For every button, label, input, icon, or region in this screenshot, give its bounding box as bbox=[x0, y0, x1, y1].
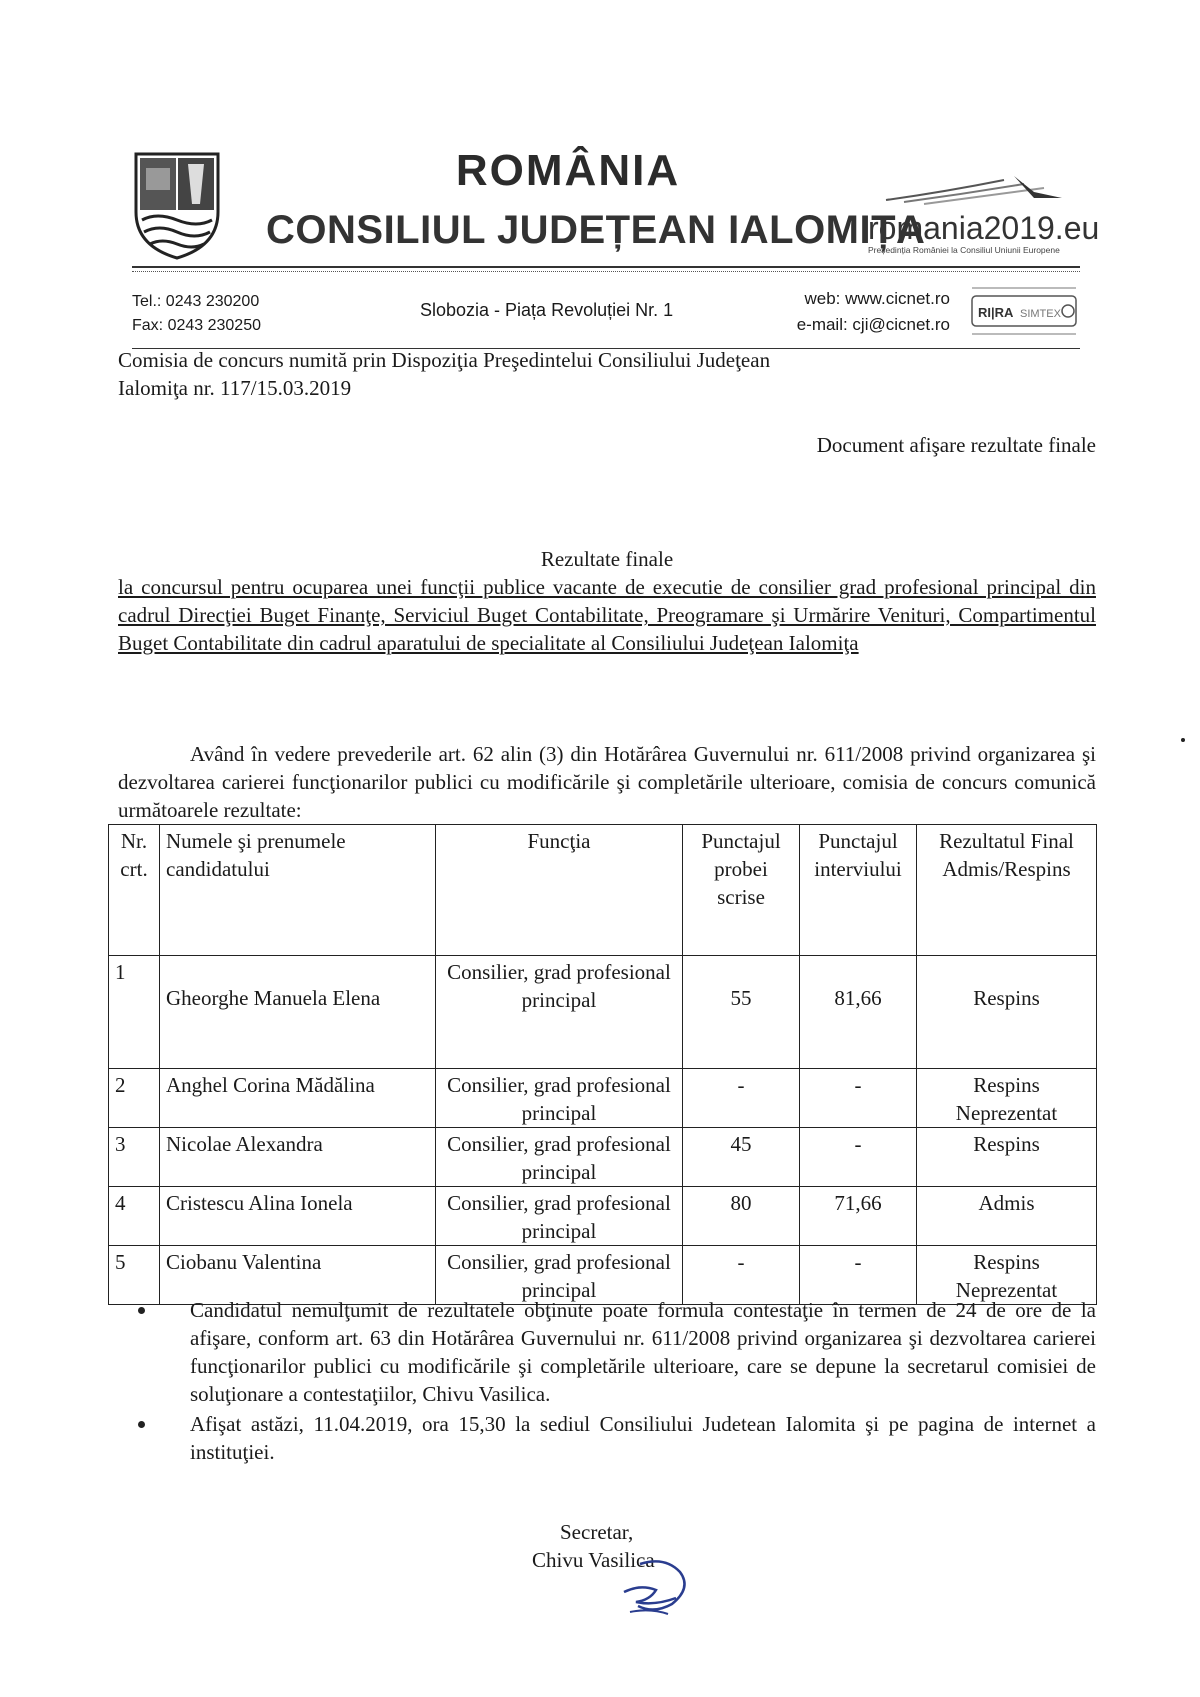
cell-interview-score: - bbox=[800, 1069, 917, 1128]
note-appeal: Candidatul nemulţumit de rezultatele obţinute poate formula contestaţie în termen de 24 de ore de la afişare, conform art. 63 din Hotărârea Guvernului nr. 611/2008 privind organizarea şi dezvoltarea carierei funcţionarilor publici cu modificările şi completările ulterioare, care se depune la secretarul comisiei de soluţionare a contestaţiilor, Chivu Vasilica. bbox=[190, 1298, 1096, 1406]
header-interview-score: Punctajul interviului bbox=[800, 825, 917, 956]
cell-written-score: 55 bbox=[683, 956, 800, 1069]
cell-final-result: Respins bbox=[917, 1128, 1097, 1187]
commission-line: Comisia de concurs numită prin Dispoziţia Preşedintelui Consiliului Judeţean Ialomiţa nr. 117/15.03.2019 bbox=[118, 348, 771, 400]
website: web: www.cicnet.ro bbox=[804, 289, 950, 308]
handwritten-signature-icon bbox=[610, 1554, 700, 1624]
table-row bbox=[109, 956, 1097, 1069]
signature-name: Chivu Vasilica bbox=[532, 1548, 655, 1572]
certification-logo-icon bbox=[968, 282, 1080, 344]
cell-nr: 3 bbox=[109, 1128, 160, 1187]
cell-interview-score: - bbox=[800, 1128, 917, 1187]
note-posted: Afişat astăzi, 11.04.2019, ora 15,30 la sediul Consiliului Judetean Ialomita şi pe pagina de internet a instituţiei. bbox=[190, 1412, 1096, 1464]
header-nr: Nr. crt. bbox=[109, 825, 160, 956]
contact-web-block bbox=[770, 286, 950, 338]
header-function: Funcţia bbox=[436, 825, 683, 956]
cell-nr: 2 bbox=[109, 1069, 160, 1128]
header-written-score: Punctajul probei scrise bbox=[683, 825, 800, 956]
intro-paragraph: Având în vedere prevederile art. 62 alin (3) din Hotărârea Guvernului nr. 611/2008 privind organizarea şi dezvoltarea carierei funcţionarilor publici cu modificările şi completările ulterioare, comisia de concurs comunică următoarele rezultate: bbox=[118, 742, 1096, 822]
cell-name: Anghel Corina Mădălina bbox=[160, 1069, 436, 1128]
cell-written-score: - bbox=[683, 1069, 800, 1128]
list-item bbox=[118, 1410, 1096, 1466]
cell-function: Consilier, grad profesional principal bbox=[436, 1128, 683, 1187]
results-title: Rezultate finale bbox=[540, 547, 674, 571]
document-label: Document afişare rezultate finale bbox=[816, 433, 1096, 457]
cell-name: Ciobanu Valentina bbox=[160, 1246, 436, 1305]
results-table bbox=[108, 824, 1097, 1305]
cell-written-score: - bbox=[683, 1246, 800, 1305]
cell-name: Nicolae Alexandra bbox=[160, 1128, 436, 1187]
header-name: Numele şi prenumele candidatului bbox=[160, 825, 436, 956]
letterhead-rule-dotted bbox=[132, 271, 1080, 272]
table-row bbox=[109, 1069, 1097, 1128]
presidency-swoosh-icon bbox=[884, 172, 1064, 212]
cell-written-score: 80 bbox=[683, 1187, 800, 1246]
county-coat-of-arms-icon bbox=[132, 150, 222, 262]
presidency-subtitle: Președinția României la Consiliul Uniunii Europene bbox=[868, 245, 1060, 255]
signature-role: Secretar, bbox=[560, 1520, 634, 1544]
address: Slobozia - Piața Revoluției Nr. 1 bbox=[420, 300, 674, 320]
letterhead-rule bbox=[132, 266, 1080, 268]
letterhead-institution: CONSILIUL JUDEȚEAN IALOMIȚA bbox=[266, 208, 926, 252]
cell-final-result: Admis bbox=[917, 1187, 1097, 1246]
header-final-result: Rezultatul Final Admis/Respins bbox=[917, 825, 1097, 956]
scan-dot bbox=[1181, 738, 1185, 742]
cell-function: Consilier, grad profesional principal bbox=[436, 956, 683, 1069]
bullet-icon bbox=[138, 1421, 145, 1428]
cell-name: Gheorghe Manuela Elena bbox=[160, 956, 436, 1069]
phone-number: Tel.: 0243 230200 bbox=[132, 293, 260, 310]
table-row bbox=[109, 1128, 1097, 1187]
cell-final-result: Respins bbox=[917, 956, 1097, 1069]
results-subtitle: la concursul pentru ocuparea unei funcţii publice vacante de executie de consilier grad profesional principal din cadrul Direcţiei Buget Finanţe, Serviciul Buget Contabilitate, Preogramare şi Urmărire Venituri, Compartimentul Buget Contabilitate din cadrul aparatului de specialitate al Consiliului Judeţean Ialomiţa bbox=[118, 575, 1096, 655]
cell-interview-score: 81,66 bbox=[800, 956, 917, 1069]
cell-function: Consilier, grad profesional principal bbox=[436, 1069, 683, 1128]
cell-written-score: 45 bbox=[683, 1128, 800, 1187]
letterhead-country: ROMÂNIA bbox=[455, 146, 681, 195]
email: e-mail: cji@cicnet.ro bbox=[796, 315, 950, 334]
bullet-icon bbox=[138, 1307, 145, 1314]
cell-name: Cristescu Alina Ionela bbox=[160, 1187, 436, 1246]
svg-text:SIMTEX: SIMTEX bbox=[1020, 308, 1061, 320]
cell-interview-score: - bbox=[800, 1246, 917, 1305]
table-header-row bbox=[109, 825, 1097, 956]
presidency-site: romania2019.eu bbox=[868, 210, 1100, 246]
cell-function: Consilier, grad profesional principal bbox=[436, 1246, 683, 1305]
cell-final-result: Respins Neprezentat bbox=[917, 1069, 1097, 1128]
cell-nr: 5 bbox=[109, 1246, 160, 1305]
cell-nr: 1 bbox=[109, 956, 160, 1069]
fax-number: Fax: 0243 230250 bbox=[132, 317, 261, 334]
contact-phone-block bbox=[132, 290, 261, 338]
table-row bbox=[109, 1187, 1097, 1246]
cell-interview-score: 71,66 bbox=[800, 1187, 917, 1246]
list-item bbox=[118, 1296, 1096, 1408]
cell-nr: 4 bbox=[109, 1187, 160, 1246]
cell-function: Consilier, grad profesional principal bbox=[436, 1187, 683, 1246]
cell-final-result: Respins Neprezentat bbox=[917, 1246, 1097, 1305]
svg-text:RI|RA: RI|RA bbox=[978, 305, 1014, 320]
notes-list bbox=[118, 1296, 1096, 1468]
